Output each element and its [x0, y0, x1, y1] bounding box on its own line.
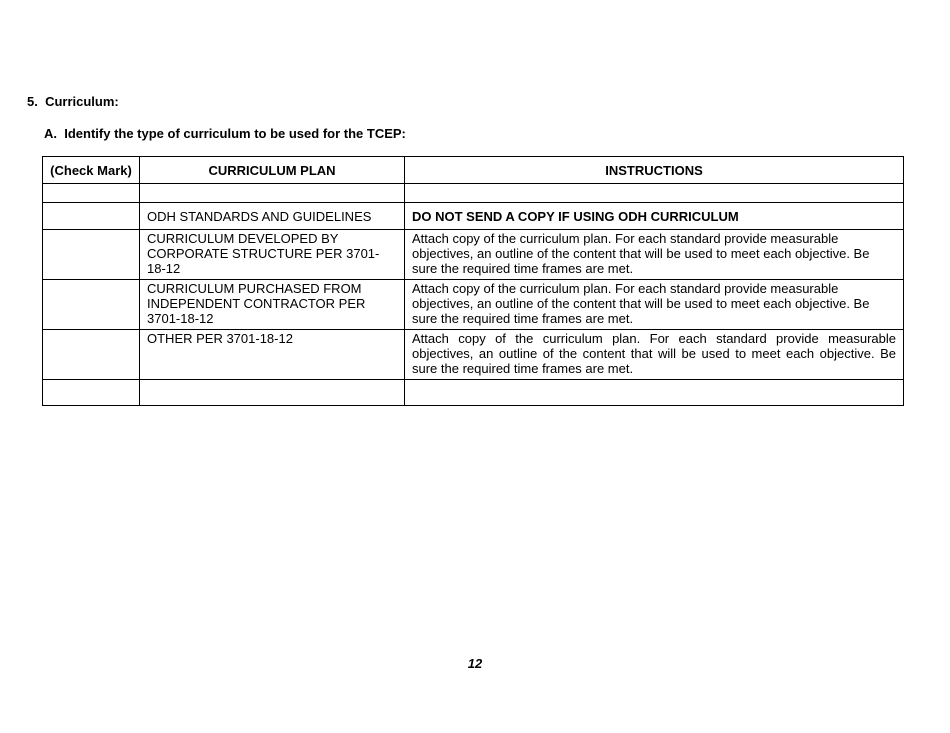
curriculum-plan-cell: OTHER PER 3701-18-12 — [140, 330, 405, 380]
instructions-cell: Attach copy of the curriculum plan. For each standard provide measurable objectives, an outline of the content that will be used to meet each objective. Be sure the required time frames are met. — [405, 230, 904, 280]
subsection-heading — [44, 126, 406, 141]
curriculum-table — [42, 156, 904, 406]
check-mark-cell[interactable] — [43, 330, 140, 380]
subsection-letter: A. — [44, 126, 57, 141]
blank-row — [43, 184, 904, 203]
blank-cell — [405, 380, 904, 406]
blank-cell — [43, 380, 140, 406]
page-number: 12 — [467, 656, 483, 671]
section-number: 5. — [27, 94, 38, 109]
blank-cell — [140, 380, 405, 406]
instructions-cell: Attach copy of the curriculum plan. For each standard provide measurable objectives, an outline of the content that will be used to meet each objective. Be sure the required time frames are met. — [405, 330, 904, 380]
blank-row — [43, 380, 904, 406]
check-mark-cell[interactable] — [43, 230, 140, 280]
blank-cell — [405, 184, 904, 203]
curriculum-plan-cell: CURRICULUM DEVELOPED BY CORPORATE STRUCTURE PER 3701-18-12 — [140, 230, 405, 280]
section-title: Curriculum: — [45, 94, 119, 109]
header-check-mark: (Check Mark) — [43, 157, 140, 184]
curriculum-plan-cell: CURRICULUM PURCHASED FROM INDEPENDENT CONTRACTOR PER 3701-18-12 — [140, 280, 405, 330]
section-heading — [27, 94, 119, 109]
instructions-cell: Attach copy of the curriculum plan. For each standard provide measurable objectives, an outline of the content that will be used to meet each objective. Be sure the required time frames are met. — [405, 280, 904, 330]
blank-cell — [43, 184, 140, 203]
table-row — [43, 330, 904, 380]
check-mark-cell[interactable] — [43, 280, 140, 330]
table-header-row — [43, 157, 904, 184]
table-row — [43, 230, 904, 280]
blank-cell — [140, 184, 405, 203]
header-curriculum-plan: CURRICULUM PLAN — [140, 157, 405, 184]
subsection-text: Identify the type of curriculum to be used for the TCEP: — [64, 126, 406, 141]
instructions-cell: DO NOT SEND A COPY IF USING ODH CURRICULUM — [405, 203, 904, 230]
header-instructions: INSTRUCTIONS — [405, 157, 904, 184]
curriculum-plan-cell: ODH STANDARDS AND GUIDELINES — [140, 203, 405, 230]
table-row — [43, 203, 904, 230]
check-mark-cell[interactable] — [43, 203, 140, 230]
table-row — [43, 280, 904, 330]
